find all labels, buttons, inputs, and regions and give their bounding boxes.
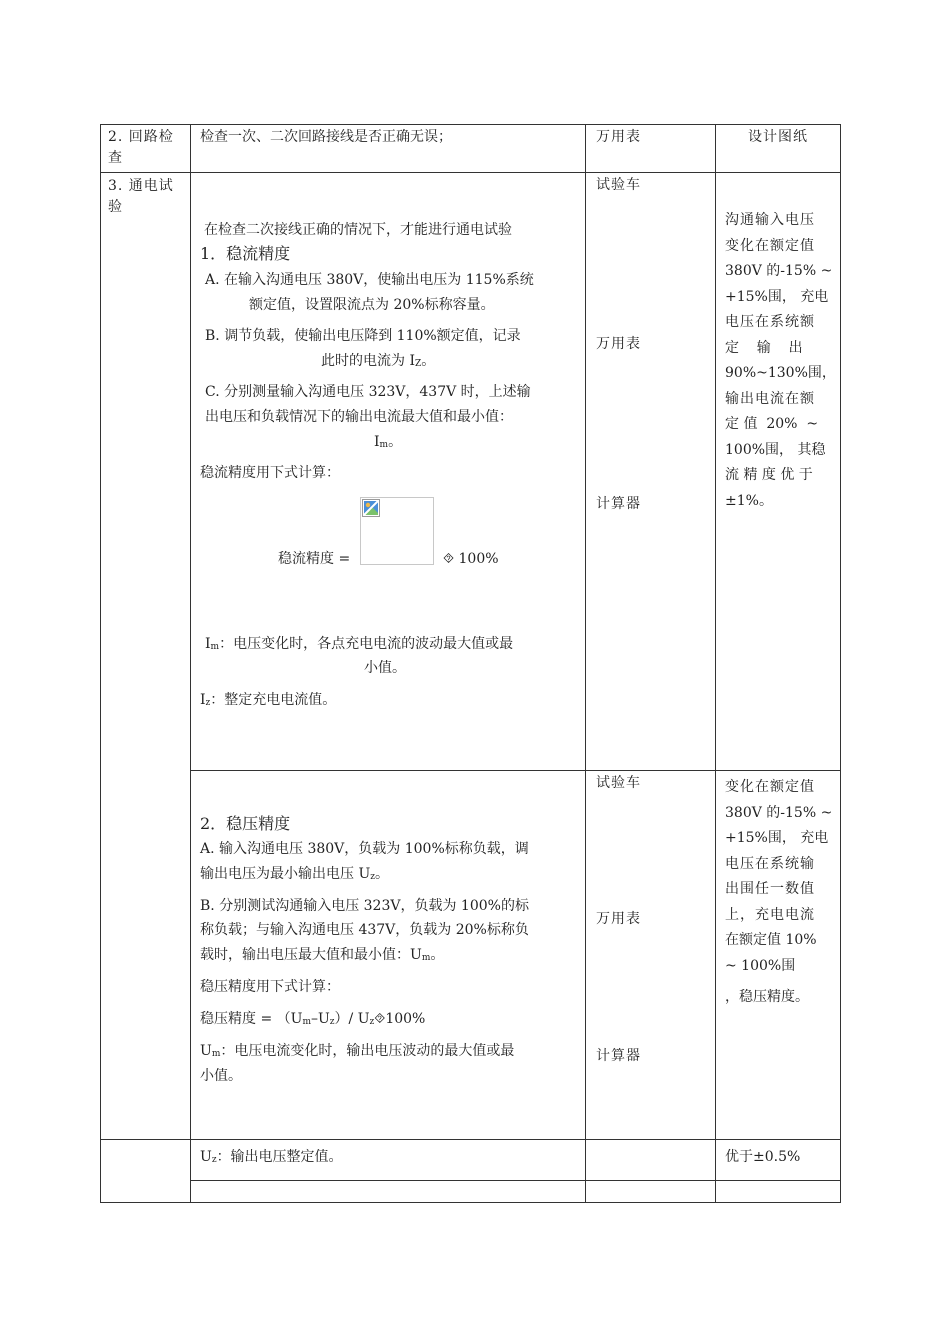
circuit-check-tool: 万用表 — [596, 129, 641, 145]
tool-multimeter: 万用表 — [596, 911, 641, 927]
basis-line: 定 值 20% ~ — [725, 416, 819, 432]
formula-image — [360, 497, 434, 565]
voltage-formula: 稳压精度 = $(U_m-U_z)/$ $U_z⯑100\%$ — [200, 1011, 426, 1027]
table-border-left — [100, 124, 101, 1203]
calc-label: 稳流精度用下式计算： — [200, 465, 340, 481]
im-definition: 小值。 — [364, 660, 406, 676]
formula-left: 稳流精度 = — [278, 551, 351, 567]
basis-line: 380V 的-15% ~ — [725, 804, 833, 821]
tool-calculator: 计算器 — [596, 496, 641, 512]
step-c-line: 出电压和负载情况下的输出电流最大值和最小值： — [205, 409, 513, 425]
tool-multimeter: 万用表 — [596, 336, 641, 352]
step-b-line: 称负载；与输入沟通电压 437V，负载为 20%标称负 — [200, 922, 529, 938]
step-a-line: 输出电压为最小输出电压 $U_z$。 — [200, 866, 389, 882]
circuit-check-basis: 设计图纸 — [748, 129, 808, 145]
basis-line: 定 输 出 — [725, 339, 803, 356]
basis-line: 380V 的-15% ~ — [725, 263, 833, 279]
basis-line: 电压在系统输 — [725, 855, 815, 872]
basis-line: 变化在额定值 — [725, 779, 815, 795]
basis-line: 出围任一数值 — [725, 881, 815, 897]
table-border-right — [840, 124, 841, 1203]
col-divider — [585, 124, 586, 1203]
step-c-line: C. 分别测量输入沟通电压 323V，437V 时，上述输 — [205, 384, 531, 400]
step-a-line: A. 输入沟通电压 380V，负载为 100%标称负载，调 — [200, 841, 529, 857]
col-divider — [190, 124, 191, 1203]
im-definition: $I_m$：电压变化时，各点充电电流的波动最大值或最 — [205, 636, 514, 652]
step-a-line: A. 在输入沟通电压 380V，使输出电压为 115%系统 — [205, 272, 534, 288]
iz-definition: $I_z$：整定充电电流值。 — [200, 692, 337, 708]
row-divider — [190, 1180, 841, 1181]
basis-line: 变化在额定值 — [725, 237, 815, 254]
formula-right: ⯑ 100% — [443, 551, 499, 567]
table-border-bottom — [100, 1202, 841, 1203]
row-divider — [100, 172, 841, 173]
um-definition: 小值。 — [200, 1068, 242, 1084]
uz-definition: $U_z$：输出电压整定值。 — [200, 1149, 343, 1165]
tool-test-car: 试验车 — [596, 775, 641, 791]
row-divider — [100, 1139, 841, 1140]
item-power-test: 3. 通电试验 — [108, 178, 174, 215]
basis-line: ±1%。 — [725, 492, 773, 509]
step-a-line: 额定值，设置限流点为 20%标称容量。 — [249, 297, 495, 313]
section-title-current-accuracy: 1．稳流精度 — [200, 244, 291, 263]
section-title-voltage-accuracy: 2．稳压精度 — [200, 814, 291, 833]
basis-line: 100%围， 其稳 — [725, 441, 826, 458]
basis-line: 流 精 度 优 于 — [725, 467, 813, 483]
basis-line: 输出电流在额 — [725, 390, 815, 407]
basis-line: 在额定值 10% — [725, 932, 817, 948]
precondition-text: 在检查二次接线正确的情况下，才能进行通电试验 — [204, 222, 512, 238]
calc-label: 稳压精度用下式计算： — [200, 979, 340, 995]
basis-line: +15%围， 充电 — [725, 288, 829, 305]
step-b-line: B. 调节负载，使输出电压降到 110%额定值，记录 — [205, 328, 521, 344]
tool-calculator: 计算器 — [596, 1048, 641, 1064]
basis-line: ~ 100%围 — [725, 957, 796, 974]
step-b-line: B. 分别测试沟通输入电压 323V，负载为 100%的标 — [200, 898, 529, 914]
broken-image-icon — [362, 499, 380, 517]
voltage-accuracy-spec: 优于±0.5% — [725, 1149, 801, 1165]
basis-line: 电压在系统额 — [725, 314, 815, 330]
item-circuit-check: 2. 回路检查 — [108, 129, 174, 166]
basis-line: 90%~130%围， — [725, 365, 836, 381]
basis-voltage-accuracy — [725, 775, 833, 1011]
tool-test-car: 试验车 — [596, 177, 641, 193]
table-border-top — [100, 124, 841, 125]
step-c-line: $I_m$。 — [374, 434, 403, 450]
basis-line: +15%围， 充电 — [725, 830, 829, 846]
basis-current-accuracy — [725, 208, 836, 514]
step-b-line: 此时的电流为 $I_Z$。 — [321, 353, 436, 369]
basis-line: ，稳压精度。 — [725, 989, 809, 1005]
um-definition: $U_m$：电压电流变化时，输出电压波动的最大值或最 — [200, 1043, 515, 1059]
basis-line: 上，充电电流 — [725, 906, 815, 923]
basis-line: 沟通输入电压 — [725, 212, 815, 228]
step-b-line: 载时，输出电压最大值和最小值：$U_m$。 — [200, 947, 445, 963]
circuit-check-content: 检查一次、二次回路接线是否正确无误； — [200, 129, 452, 145]
col-divider — [715, 124, 716, 1203]
row-divider — [190, 770, 841, 771]
